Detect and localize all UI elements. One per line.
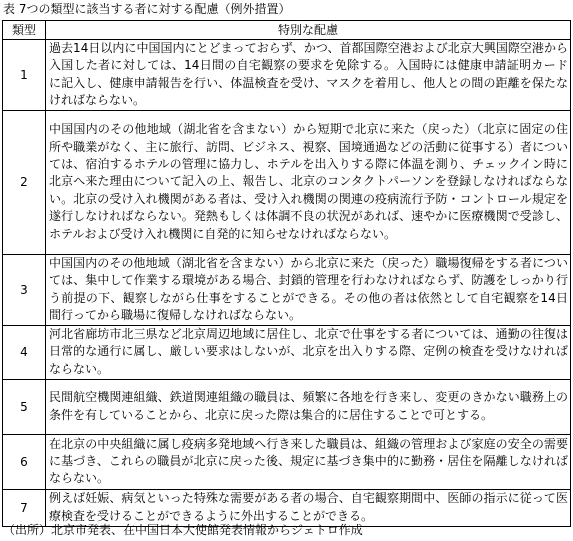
row-number: 7: [3, 489, 46, 526]
row-number: 3: [3, 254, 46, 325]
row-description: 例えば妊娠、病気といった特殊な需要がある者の場合、自宅観察期間中、医師の指示に従って医療検査を受けることができるように外出することができる。: [46, 489, 571, 526]
row-description: 中国国内のその他地域（湖北省を含まない）から短期で北京に来た（戻った）（北京に固定の住所や職業がなく、主に旅行、訪問、ビジネス、視察、国境通過などの活動に従事する）者については、宿泊するホテルの管理に協力し、ホテルを出入りする際に体温を測り、チェックイン時に北京へ来た理由について記入の上、報告し、北京のコンタクトパーソンを登録しなければならない。北京の受け入れ機関がある者は、受け入れ機関の関連の疫病流行予防・コントロール規定を遂行しなければならない。発熱もしくは体調不良の状況があれば、速やかに医療機関で受診し、ホテルおよび受け入れ機関に自発的に知らせなければならない。: [46, 110, 571, 254]
table-row: [3, 434, 571, 489]
row-description: 河北省廊坊市北三県など北京周辺地域に居住し、北京で仕事をする者については、通勤の往復は日常的な通行に属し、厳しい要求はしないが、北京を出入りする際、定例の検査を受けなければならない。: [46, 325, 571, 379]
row-description: 中国国内のその他地域（湖北省を含まない）から北京に来た（戻った）職場復帰をする者については、集中して作業する環境がある場合、封鎖的管理を行わなければならず、防護をしっかり行う前提の下、観察しながら仕事をすることができる。その他の者は依然として自宅観察を14日間行ってから職場に復帰しなければならない。: [46, 254, 571, 325]
exception-measures-table: [2, 20, 571, 527]
row-description: 在北京の中央組織に属し疫病多発地域へ行き来した職員は、組織の管理および家庭の安全の需要に基づき、これらの職員が北京に戻った後、規定に基づき集中的に勤務・居住を隔離しなければならない。: [46, 434, 571, 489]
row-description: 民間航空機関連組織、鉄道関連組織の職員は、頻繁に各地を行き来し、変更のきかない職務上の条件を有していることから、北京に戻った際は集合的に居住することで可とする。: [46, 379, 571, 434]
table-row: [3, 254, 571, 325]
row-description: 過去14日以内に中国国内にとどまっておらず、かつ、首都国際空港および北京大興国際空港から入国した者に対しては、14日間の自宅観察の要求を免除する。入国時には健康申請証明カードに記入し、健康申請報告を行い、体温検査を受け、マスクを着用し、他人との間の距離を保たなければならない。: [46, 40, 571, 111]
table-row: [3, 379, 571, 434]
table-row: [3, 489, 571, 526]
row-number: 2: [3, 110, 46, 254]
row-number: 4: [3, 325, 46, 379]
table-row: [3, 325, 571, 379]
table-header-row: [3, 21, 571, 40]
table-row: [3, 40, 571, 111]
source-note: （出所）北京市発表、在中国日本大使館発表情報からジェトロ作成: [3, 523, 363, 537]
header-special-consideration: 特別な配慮: [46, 21, 571, 40]
row-number: 6: [3, 434, 46, 489]
header-category: 類型: [3, 21, 46, 40]
table-row: [3, 110, 571, 254]
row-number: 5: [3, 379, 46, 434]
row-number: 1: [3, 40, 46, 111]
table-caption: 表 7つの類型に該当する者に対する配慮（例外措置）: [3, 2, 291, 16]
